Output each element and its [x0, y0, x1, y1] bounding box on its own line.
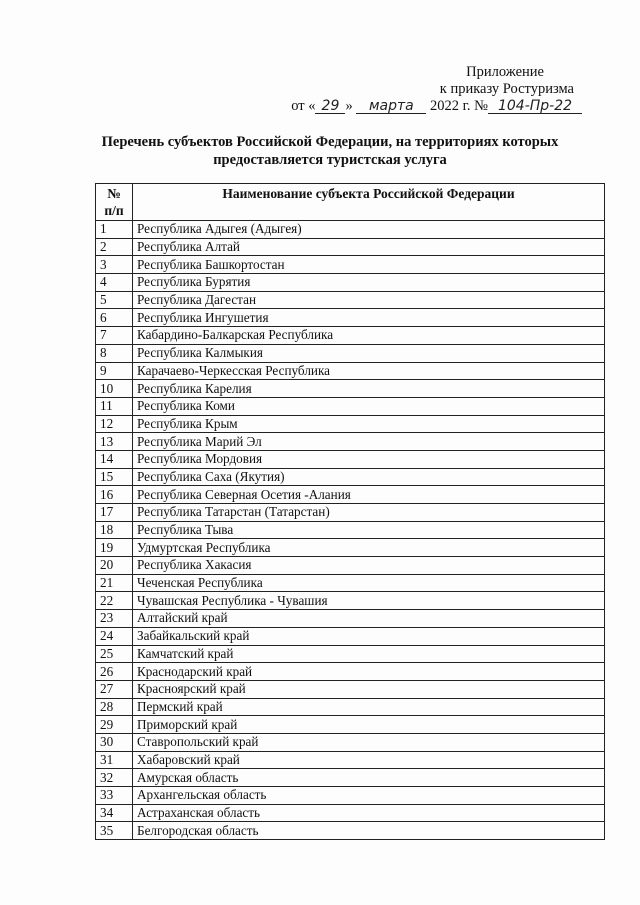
row-number: 32 — [96, 769, 133, 787]
row-subject-name: Приморский край — [133, 716, 605, 734]
title-line-1: Перечень субъектов Российской Федерации, на территориях которых — [101, 134, 559, 150]
row-subject-name: Забайкальский край — [133, 627, 605, 645]
row-subject-name: Чувашская Республика - Чувашия — [133, 592, 605, 610]
row-number: 17 — [96, 504, 133, 522]
table-row — [96, 822, 605, 840]
row-subject-name: Республика Марий Эл — [133, 433, 605, 451]
table-row — [96, 751, 605, 769]
row-subject-name: Белгородская область — [133, 822, 605, 840]
row-number: 12 — [96, 415, 133, 433]
row-number: 23 — [96, 610, 133, 628]
row-number: 26 — [96, 663, 133, 681]
row-subject-name: Республика Татарстан (Татарстан) — [133, 504, 605, 522]
order-reference: к приказу Ростуризма — [439, 81, 574, 97]
row-subject-name: Хабаровский край — [133, 751, 605, 769]
row-subject-name: Архангельская область — [133, 787, 605, 805]
row-number: 27 — [96, 680, 133, 698]
row-number: 29 — [96, 716, 133, 734]
table-row — [96, 327, 605, 345]
order-mid: » — [345, 98, 353, 114]
table-row — [96, 787, 605, 805]
row-subject-name: Чеченская Республика — [133, 574, 605, 592]
table-row — [96, 574, 605, 592]
table-row — [96, 433, 605, 451]
row-number: 34 — [96, 804, 133, 822]
row-number: 35 — [96, 822, 133, 840]
row-subject-name: Ставропольский край — [133, 733, 605, 751]
row-subject-name: Республика Северная Осетия -Алания — [133, 486, 605, 504]
row-subject-name: Республика Карелия — [133, 380, 605, 398]
row-number: 19 — [96, 539, 133, 557]
row-number: 14 — [96, 450, 133, 468]
table-row — [96, 362, 605, 380]
appendix-label: Приложение — [466, 64, 544, 80]
table-row — [96, 450, 605, 468]
table-row — [96, 610, 605, 628]
document-title — [60, 133, 600, 169]
table-row — [96, 291, 605, 309]
handwritten-day: 29 — [315, 99, 345, 114]
table-row — [96, 504, 605, 522]
row-number: 28 — [96, 698, 133, 716]
row-number: 5 — [96, 291, 133, 309]
row-subject-name: Республика Калмыкия — [133, 344, 605, 362]
table-row — [96, 663, 605, 681]
row-number: 4 — [96, 274, 133, 292]
table-body — [96, 221, 605, 840]
row-subject-name: Пермский край — [133, 698, 605, 716]
row-number: 3 — [96, 256, 133, 274]
table-row — [96, 539, 605, 557]
row-number: 13 — [96, 433, 133, 451]
table-row — [96, 380, 605, 398]
row-subject-name: Республика Мордовия — [133, 450, 605, 468]
row-number: 25 — [96, 645, 133, 663]
row-subject-name: Камчатский край — [133, 645, 605, 663]
row-number: 30 — [96, 733, 133, 751]
row-number: 20 — [96, 557, 133, 575]
order-prefix: от « — [291, 98, 316, 114]
header-number — [96, 184, 133, 221]
order-year: 2022 г. № — [429, 98, 488, 114]
row-subject-name: Карачаево-Черкесская Республика — [133, 362, 605, 380]
table-row — [96, 716, 605, 734]
appendix-header — [282, 64, 582, 115]
row-subject-name: Кабардино-Балкарская Республика — [133, 327, 605, 345]
handwritten-month: марта — [356, 99, 426, 114]
table-row — [96, 680, 605, 698]
table-row — [96, 804, 605, 822]
row-subject-name: Республика Ингушетия — [133, 309, 605, 327]
row-number: 15 — [96, 468, 133, 486]
row-subject-name: Удмуртская Республика — [133, 539, 605, 557]
table-row — [96, 397, 605, 415]
row-subject-name: Республика Дагестан — [133, 291, 605, 309]
header-number-pp: п/п — [104, 203, 124, 218]
row-subject-name: Красноярский край — [133, 680, 605, 698]
table-row — [96, 557, 605, 575]
row-subject-name: Республика Саха (Якутия) — [133, 468, 605, 486]
table-row — [96, 468, 605, 486]
table-row — [96, 592, 605, 610]
row-subject-name: Алтайский край — [133, 610, 605, 628]
row-number: 16 — [96, 486, 133, 504]
table-row — [96, 256, 605, 274]
row-subject-name: Республика Адыгея (Адыгея) — [133, 221, 605, 239]
row-number: 31 — [96, 751, 133, 769]
subjects-table — [95, 183, 605, 840]
table-row — [96, 521, 605, 539]
header-name: Наименование субъекта Российской Федерации — [133, 184, 605, 221]
row-subject-name: Республика Тыва — [133, 521, 605, 539]
row-number: 33 — [96, 787, 133, 805]
table-row — [96, 221, 605, 239]
header-number-sign: № — [107, 186, 121, 201]
row-subject-name: Республика Бурятия — [133, 274, 605, 292]
table-row — [96, 344, 605, 362]
row-number: 1 — [96, 221, 133, 239]
row-number: 9 — [96, 362, 133, 380]
order-date-number — [282, 98, 582, 115]
row-number: 10 — [96, 380, 133, 398]
row-number: 11 — [96, 397, 133, 415]
table-row — [96, 627, 605, 645]
row-number: 18 — [96, 521, 133, 539]
handwritten-order-number: 104-Пр-22 — [488, 99, 582, 114]
title-line-2: предоставляется туристская услуга — [213, 152, 447, 168]
table-row — [96, 733, 605, 751]
table-row — [96, 274, 605, 292]
table-row — [96, 698, 605, 716]
row-number: 24 — [96, 627, 133, 645]
row-subject-name: Амурская область — [133, 769, 605, 787]
table-row — [96, 645, 605, 663]
row-number: 6 — [96, 309, 133, 327]
row-subject-name: Республика Алтай — [133, 238, 605, 256]
row-subject-name: Республика Коми — [133, 397, 605, 415]
row-number: 8 — [96, 344, 133, 362]
row-subject-name: Республика Крым — [133, 415, 605, 433]
table-row — [96, 309, 605, 327]
row-subject-name: Республика Хакасия — [133, 557, 605, 575]
row-number: 2 — [96, 238, 133, 256]
row-number: 7 — [96, 327, 133, 345]
table-row — [96, 238, 605, 256]
row-subject-name: Астраханская область — [133, 804, 605, 822]
table-row — [96, 415, 605, 433]
row-subject-name: Краснодарский край — [133, 663, 605, 681]
row-subject-name: Республика Башкортостан — [133, 256, 605, 274]
table-row — [96, 769, 605, 787]
row-number: 22 — [96, 592, 133, 610]
table-header-row — [96, 184, 605, 221]
table-row — [96, 486, 605, 504]
row-number: 21 — [96, 574, 133, 592]
